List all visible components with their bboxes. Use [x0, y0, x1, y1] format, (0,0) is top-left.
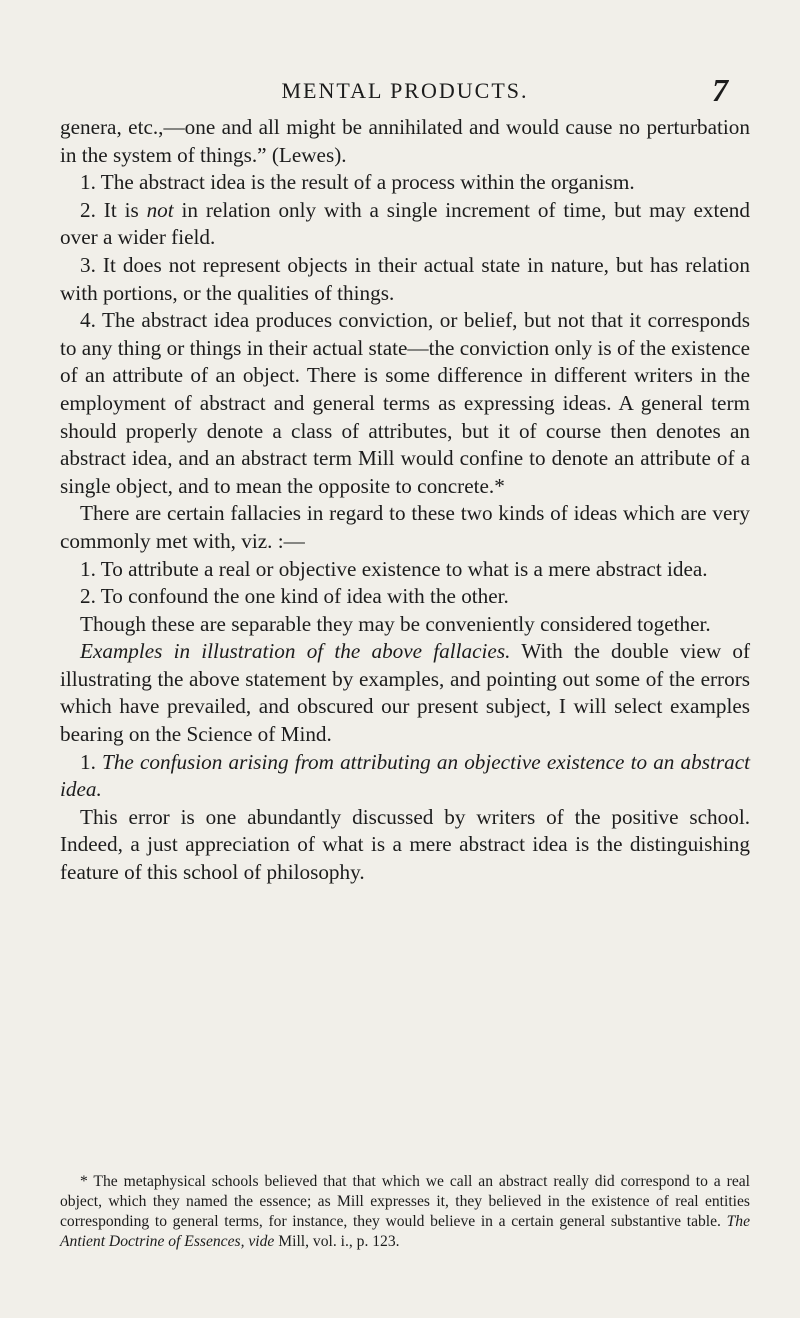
paragraph-positive-school: This error is one abundantly discussed by writers of the positive school. Indeed, a just appreciation of what is a mere abstract idea is the distinguishing feature of this school of philosophy. — [60, 804, 750, 885]
confusion-number: 1. — [80, 749, 103, 774]
paragraph-continuation: genera, etc.,—one and all might be annihilated and would cause no perturbation in the system of things.” (Lewes). — [60, 115, 750, 167]
page-number: 7 — [712, 72, 728, 108]
point-2-emphasis: not — [146, 197, 174, 222]
paragraph-examples — [60, 638, 750, 748]
running-title: MENTAL PRODUCTS. — [281, 78, 529, 103]
footnote-text — [60, 1172, 750, 1252]
paragraph-fallacy-2: 2. To confound the one kind of idea with the other. — [80, 584, 509, 609]
footnote-emphasis: The Antient Doctrine of Essences, vide — [60, 1213, 750, 1250]
footnote — [60, 1172, 750, 1252]
footnote-text-b: Mill, vol. i., p. 123. — [274, 1233, 400, 1250]
running-head — [60, 72, 750, 108]
paragraph-point-4: 4. The abstract idea produces conviction, or belief, but not that it corresponds to any thing or things in their actual state—the conviction only is of the existence of an attribute of an object. There is some difference in different writers in the employment of abstract and general terms as expressing ideas. A general term should properly denote a class of attributes, but it of course then denotes an abstract idea, and an abstract term Mill would confine to denote an attribute of a single object, and to mean the opposite to concrete.* — [60, 308, 750, 498]
point-2-text-a: 2. It is — [80, 197, 147, 222]
paragraph-fallacies-intro: There are certain fallacies in regard to these two kinds of ideas which are very commonly met with, viz. :— — [60, 501, 750, 553]
examples-heading: Examples in illustration of the above fallacies. — [80, 639, 511, 664]
paragraph-confusion-heading — [60, 749, 750, 804]
point-2-text-b: in relation only with a single increment of time, but may extend over a wider field. — [60, 197, 750, 250]
paragraph-point-2 — [60, 197, 750, 252]
confusion-heading: The confusion arising from attributing an objective existence to an abstract idea. — [60, 749, 751, 802]
paragraph-point-3: 3. It does not represent objects in their actual state in nature, but has relation with portions, or the qualities of things. — [60, 252, 750, 305]
body-text — [60, 114, 750, 887]
examples-text: With the double view of illustrating the above statement by examples, and pointing out some of the errors which have prevailed, and obscured our present subject, I will select examples bearing on the Science of Mind. — [60, 639, 750, 747]
paragraph-separable: Though these are separable they may be conveniently considered together. — [80, 611, 711, 636]
paragraph-fallacy-1: 1. To attribute a real or objective existence to what is a mere abstract idea. — [80, 556, 708, 581]
paragraph-point-1: 1. The abstract idea is the result of a process within the organism. — [80, 170, 635, 195]
footnote-text-a: * The metaphysical schools believed that that which we call an abstract really did correspond to a real object, which they named the essence; as Mill expresses it, they believed in the existence of real entities corresponding to general terms, for instance, they would believe in a certain general substantive table. — [60, 1173, 750, 1230]
